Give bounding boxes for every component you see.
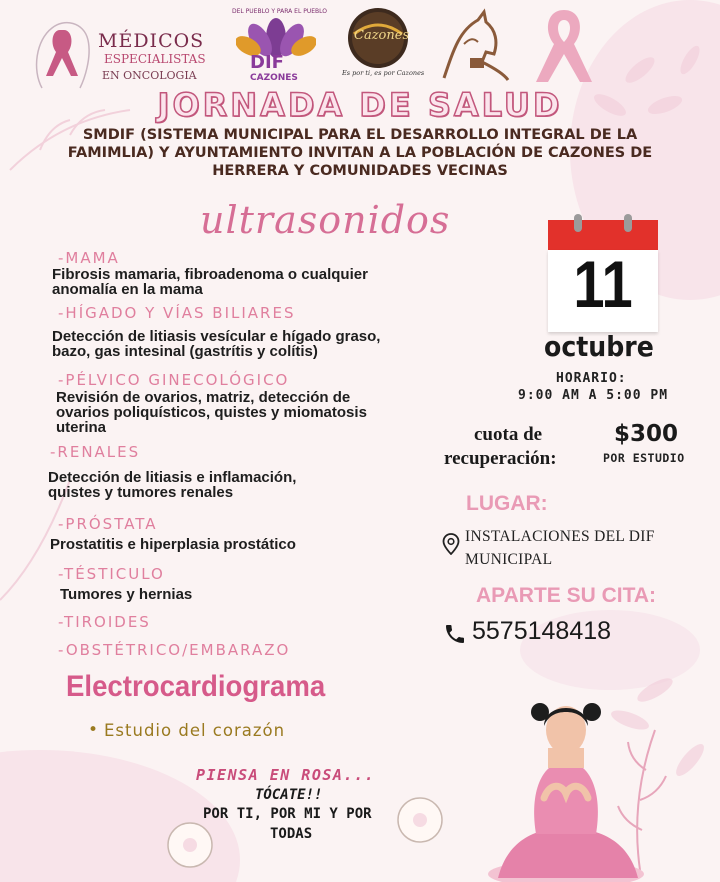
horse-logo-icon bbox=[434, 8, 512, 88]
medicos-line1: MÉDICOS bbox=[98, 30, 205, 52]
event-day: 11 bbox=[573, 247, 633, 321]
fee-label-1: cuota de bbox=[474, 424, 543, 445]
study-renales-category: -RENALES bbox=[50, 443, 141, 461]
schedule-hours: 9:00 AM A 5:00 PM bbox=[518, 388, 669, 403]
section-title: ultrasonidos bbox=[200, 198, 451, 242]
study-mama-desc-1: Fibrosis mamaria, fibroadenoma o cualquier bbox=[52, 266, 368, 283]
cazones-name: Cazones bbox=[354, 28, 410, 43]
appointment-label: APARTE SU CITA: bbox=[476, 584, 657, 607]
study-mama-category: -MAMA bbox=[58, 249, 120, 267]
subtitle-line-3: HERRERA Y COMUNIDADES VECINAS bbox=[212, 163, 508, 179]
location-pin-icon bbox=[442, 533, 460, 555]
study-higado-category: -HÍGADO Y VÍAS BILIARES bbox=[58, 304, 296, 322]
ecg-item: Estudio del corazón bbox=[104, 721, 286, 740]
schedule-label: HORARIO: bbox=[556, 371, 627, 386]
subtitle-line-1: SMDIF (SISTEMA MUNICIPAL PARA EL DESARROLLO INTEGRAL DE LA bbox=[82, 127, 638, 143]
dif-slogan: DEL PUEBLO Y PARA EL PUEBLO bbox=[232, 8, 327, 15]
study-mama-desc-2: anomalía en la mama bbox=[52, 281, 203, 298]
study-pelvico-desc-3: uterina bbox=[56, 419, 107, 436]
study-obstetrico-category: -OBSTÉTRICO/EMBARAZO bbox=[58, 641, 291, 659]
study-pelvico-desc-1: Revisión de ovarios, matriz, detección de bbox=[56, 389, 351, 406]
place-line-1: INSTALACIONES DEL DIF bbox=[465, 528, 655, 545]
ribbon-icon bbox=[528, 4, 600, 86]
subtitle-line-2: FAMIMLIA) Y AYUNTAMIENTO INVITAN A LA POBLACIÓN DE CAZONES DE bbox=[67, 145, 653, 161]
phone-number: 5575148418 bbox=[472, 617, 612, 645]
event-month: octubre bbox=[544, 330, 654, 363]
dif-name: DIF bbox=[250, 52, 284, 73]
fee-amount: $300 bbox=[614, 421, 679, 447]
medicos-line2: ESPECIALISTAS bbox=[104, 52, 206, 66]
medicos-line3: EN ONCOLOGIA bbox=[102, 69, 197, 82]
cazones-slogan: Es por ti, es por Cazones bbox=[342, 69, 425, 77]
ecg-title: Electrocardiograma bbox=[66, 670, 326, 703]
study-higado-desc-1: Detección de litiasis vesícular e hígado graso, bbox=[52, 328, 381, 345]
study-prostata-desc-1: Prostatitis e hiperplasia prostático bbox=[50, 536, 296, 553]
place-label: LUGAR: bbox=[466, 492, 548, 515]
footer-line-1: PIENSA EN ROSA... bbox=[196, 766, 376, 784]
page-title: JORNADA DE SALUD bbox=[157, 86, 563, 124]
medicos-logo bbox=[22, 10, 212, 90]
study-renales-desc-1: Detección de litiasis e inflamación, bbox=[48, 469, 297, 486]
fee-per-study: POR ESTUDIO bbox=[603, 451, 685, 465]
study-higado-desc-2: bazo, gas intesinal (gastrítis y colítis) bbox=[52, 343, 318, 360]
study-tiroides-category: -TIROIDES bbox=[58, 613, 151, 631]
calendar-ring-left bbox=[574, 214, 582, 232]
footer-line-2: TÓCATE!! bbox=[255, 787, 323, 803]
calendar-icon bbox=[548, 208, 658, 330]
dif-city: CAZONES bbox=[250, 73, 298, 83]
ecg-bullet: • bbox=[88, 720, 99, 740]
dif-logo bbox=[228, 8, 327, 88]
fee-label-2: recuperación: bbox=[444, 448, 557, 469]
study-testiculo-desc-1: Tumores y hernias bbox=[60, 586, 193, 603]
phone-icon bbox=[443, 622, 467, 646]
study-pelvico-desc-2: ovarios poliquísticos, quistes y miomatosis bbox=[56, 404, 367, 421]
study-testiculo-category: -TÉSTICULO bbox=[58, 565, 165, 583]
woman-illustration bbox=[478, 698, 648, 882]
footer-line-4: TODAS bbox=[270, 826, 313, 842]
silhouette-ribbon-icon bbox=[22, 10, 102, 90]
place-line-2: MUNICIPAL bbox=[465, 551, 553, 568]
study-renales-desc-2: quistes y tumores renales bbox=[48, 484, 234, 501]
footer-line-3: POR TI, POR MI Y POR bbox=[203, 806, 372, 822]
study-pelvico-category: -PÉLVICO GINECOLÓGICO bbox=[58, 371, 290, 389]
calendar-ring-right bbox=[624, 214, 632, 232]
cazones-logo bbox=[340, 6, 425, 86]
study-prostata-category: -PRÓSTATA bbox=[58, 515, 158, 533]
